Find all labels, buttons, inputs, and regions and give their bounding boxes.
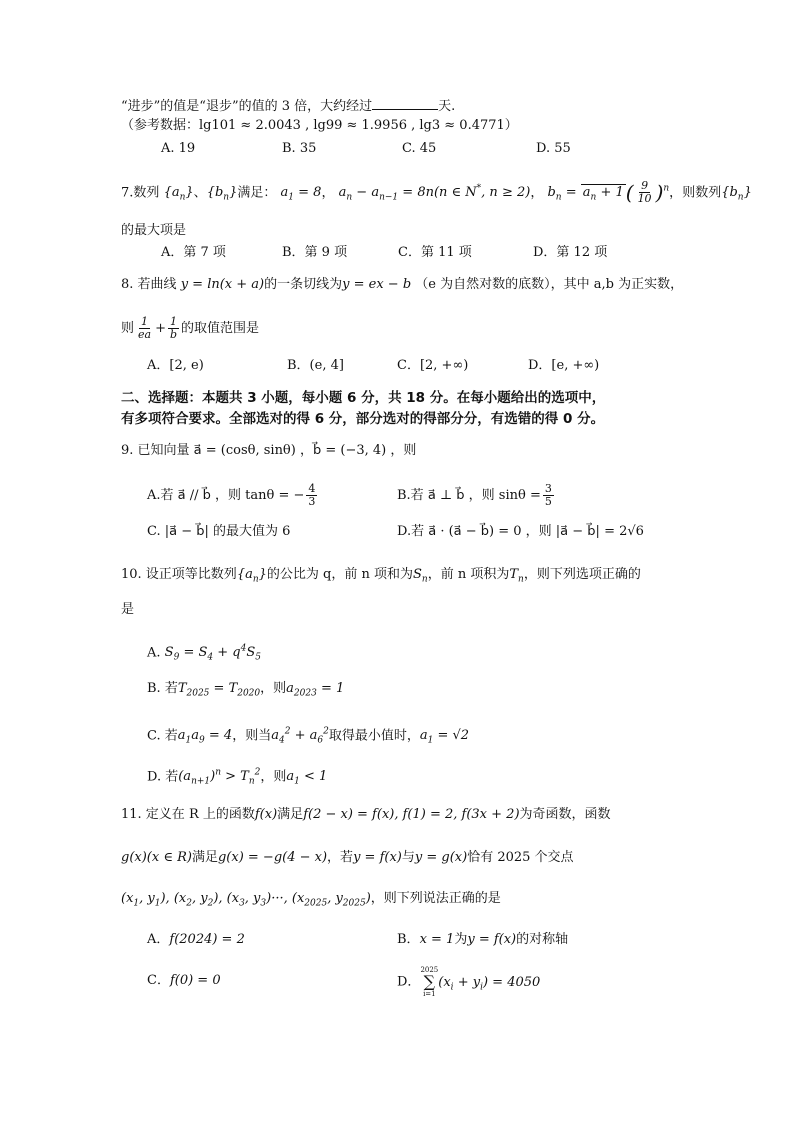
q10-stem (121, 566, 641, 589)
q7-math-bn2: $\{b_n\}$ (721, 185, 752, 203)
q10-option-c (147, 723, 469, 750)
q10-math-an: $\{a_n\}$ (236, 567, 267, 585)
q11-option-c (147, 972, 221, 990)
q8-text-3: （e 为自然对数的底数），其中 a,b 为正实数， (415, 277, 684, 292)
q8-option-d: D．[e, +∞) (528, 358, 600, 373)
q8-option-b: B．(e, 4] (287, 358, 344, 373)
q11-text-2: 满足 (277, 807, 304, 822)
q9-option-b (397, 483, 556, 508)
q9-frac-4-3: $\frac{4}{3}$ (308, 482, 316, 508)
q10-math-tn: $T_n$ (509, 567, 524, 585)
q8-cont-text: 则 (121, 321, 135, 336)
q8-frac-1: $\frac{1}{ea}$ (138, 315, 152, 341)
q11-math-gcond: g(x) = −g(4 − x) (217, 850, 328, 865)
q11-text-8: ，则下列说法正确的是 (370, 891, 501, 906)
q11-math-fx: f(x) (254, 807, 278, 822)
section-2-heading: 二、选择题：本题共 3 小题，每小题 6 分，共 18 分。在每小题给出的选项中， (121, 390, 606, 406)
q11-text-6: 与 (401, 850, 415, 865)
q10-text-2: 的公比为 q，前 n 项和为 (266, 567, 414, 582)
q10-option-d-math-2: $a_1 < 1$ (286, 769, 328, 787)
q11-math-cond: f(2 − x) = f(x), f(1) = 2, f(3x + 2) (303, 807, 520, 822)
q10-option-a-math: $S_9 = S_4 + q^4S_5$ (164, 644, 261, 663)
q10-option-c-text: C. 若 (147, 728, 178, 744)
q7-cont: 的最大项是 (121, 223, 187, 238)
q11-math-yg: y = g(x) (414, 850, 468, 865)
q9-stem: 9. 已知向量 a⃗ = (cosθ, sinθ) ，b⃗ = (−3, 4) ，则 (121, 443, 417, 458)
q9-option-a-text: A.若 a⃗ // b⃗ ，则 tanθ = − (147, 488, 305, 503)
q11-math-gx: g(x)(x ∈ R) (121, 850, 192, 865)
q6-line (121, 97, 455, 116)
q10-option-b (147, 680, 344, 703)
q10-option-d-text: D. 若 (147, 769, 179, 785)
q7-text: 数列 (133, 185, 160, 201)
q8-math-curve: y = ln(x + a) (180, 277, 265, 292)
q6-option-c: C. 45 (402, 141, 437, 156)
q10-text: 10. 设正项等比数列 (121, 567, 237, 582)
q10-option-d-text-2: ，则 (260, 769, 287, 785)
q7-math-bn: $\{b_n\}$ (206, 185, 238, 203)
q6-reference: （参考数据：lg101 ≈ 2.0043 , lg99 ≈ 1.9956 , lg3 ≈ 0.4771） (121, 118, 518, 133)
q10-option-d (147, 764, 327, 791)
q10-option-b-math-2: $a_{2023} = 1$ (286, 681, 345, 699)
q8-text: 若曲线 (137, 277, 177, 292)
q7-option-a: A．第 7 项 (161, 245, 226, 260)
q11-text-7: 恰有 2025 个交点 (467, 850, 574, 865)
q10-option-c-text-2: ，则当 (232, 728, 272, 744)
q7-number: 7. (121, 185, 134, 201)
q11-option-c-label: C． (147, 973, 170, 988)
q7-option-b: B．第 9 项 (282, 245, 348, 260)
q10-option-b-text-2: ，则 (260, 681, 287, 696)
q10-option-d-math: $(a_{n+1})^n > T_n^2$ (178, 768, 261, 787)
q9-option-a (147, 483, 319, 508)
q11-math-yf: y = f(x) (353, 850, 402, 865)
section-2-instructions: 有多项符合要求。全部选对的得 6 分，部分选对的得部分分，有选错的得 0 分。 (121, 411, 605, 427)
q8-number: 8. (121, 277, 134, 292)
q11-text-5: ，若 (327, 850, 354, 865)
q11-option-b-text: 为 (454, 932, 468, 947)
q11-text: 11. 定义在 R 上的函数 (121, 807, 255, 822)
q11-stem (121, 806, 611, 824)
q7-math-bn-def: $b_n = a_n + 1$ ( $\frac{9}{10}$ )$^n$ (547, 179, 670, 206)
q6-text-end: 天. (438, 99, 456, 114)
q11-option-b-label: B． (397, 932, 420, 947)
q7-math-a1: $a_1 = 8$ (280, 185, 322, 203)
q7-math-recur: $a_n - a_{n-1} = 8n(n$ ∈ N*, n ≥ 2) (338, 184, 531, 203)
q10-math-sn: $S_n$ (413, 567, 428, 585)
q11-option-b (397, 931, 568, 949)
q10-option-c-math-3: $a_1 = √2$ (419, 728, 470, 746)
q7-option-d: D．第 12 项 (533, 245, 608, 260)
q7-text-2: 满足： (237, 185, 277, 201)
q11-text-3: 为奇函数，函数 (519, 807, 611, 822)
q11-option-b-text-2: 的对称轴 (516, 932, 569, 947)
q11-option-b-math: x = 1 (419, 932, 455, 947)
q6-option-d: D. 55 (536, 141, 571, 156)
summation-symbol: 2025 ∑ i=1 (420, 966, 439, 998)
q7-stem: 7.数列 $\{a_n\}$、$\{b_n\}$满足： $a_1 = 8$， $a_n - a_{n-1} = 8n(n$ ∈ N*, n ≥ 2)， $b_n = a_n + 1$ ( $\frac{9}{10}$ )$^n$，则数列$\{b_n\}$ (121, 179, 752, 206)
q8-math-tangent: y = ex − b (342, 277, 412, 292)
q8-stem (121, 276, 683, 294)
q7-math-an: $\{a_n\}$ (163, 185, 194, 203)
q11-option-c-math: f(0) = 0 (169, 973, 221, 988)
q6-text: “进步”的值是“退步”的值的 3 倍，大约经过 (121, 99, 373, 114)
q10-option-c-math: $a_1a_9 = 4$ (177, 728, 233, 746)
q10-option-b-math: $T_{2025} = T_{2020}$ (177, 681, 261, 699)
q10-option-a-label: A. (147, 645, 161, 661)
q9-option-c: C. |a⃗ − b⃗| 的最大值为 6 (147, 524, 291, 539)
q8-frac-2: $\frac{1}{b}$ (170, 315, 178, 341)
q11-option-d-math: $(x_i + y_i) = 4050$ (438, 974, 541, 993)
q11-option-d-label: D． (397, 974, 421, 990)
q11-option-b-math-2: y = f(x) (467, 932, 517, 947)
q8-option-a: A．[2, e) (147, 358, 204, 373)
q11-math-points: ($x_1$, $y_1$), ($x_2$, $y_2$), ($x_3$, $y_3)\cdot\cdot\cdot$, ($x_{2025}$, $y_{2025}$) (121, 891, 371, 909)
q10-option-a (147, 640, 261, 667)
q7-option-c: C．第 11 项 (398, 245, 472, 260)
answer-blank (372, 97, 438, 110)
q9-option-b-text: B.若 a⃗ ⊥ b⃗ ，则 sinθ = (397, 488, 541, 503)
q10-cont: 是 (121, 602, 135, 617)
q8-option-c: C．[2, +∞) (397, 358, 469, 373)
q7-text-3: 则数列 (682, 185, 722, 201)
q6-option-b: B. 35 (282, 141, 317, 156)
q11-option-a-math: f(2024) = 2 (169, 932, 245, 947)
q10-option-c-math-2: $a_4^2 + a_6^2$ (271, 727, 329, 746)
q11-option-a (147, 931, 245, 949)
q11-line-2 (121, 849, 574, 867)
q11-line-3 (121, 890, 501, 913)
q11-text-4: 满足 (191, 850, 218, 865)
q8-text-2: 的一条切线为 (264, 277, 343, 292)
q8-cont: 则 $\frac{1}{ea}$ + $\frac{1}{b}$ 的取值范围是 (121, 315, 260, 341)
q10-option-c-text-3: 取得最小值时， (328, 728, 420, 744)
q9-frac-3-5: $\frac{3}{5}$ (544, 482, 552, 508)
q8-cont-text-2: 的取值范围是 (181, 321, 260, 336)
q11-option-d (397, 966, 540, 998)
q10-text-4: ，则下列选项正确的 (523, 567, 641, 582)
q9-option-d: D.若 a⃗ · (a⃗ − b⃗) = 0 ，则 |a⃗ − b⃗| = 2√6 (397, 524, 644, 539)
q10-text-3: ，前 n 项积为 (427, 567, 510, 582)
q10-option-b-text: B. 若 (147, 681, 178, 696)
q11-option-a-label: A． (147, 932, 170, 947)
q6-option-a: A. 19 (161, 141, 196, 156)
